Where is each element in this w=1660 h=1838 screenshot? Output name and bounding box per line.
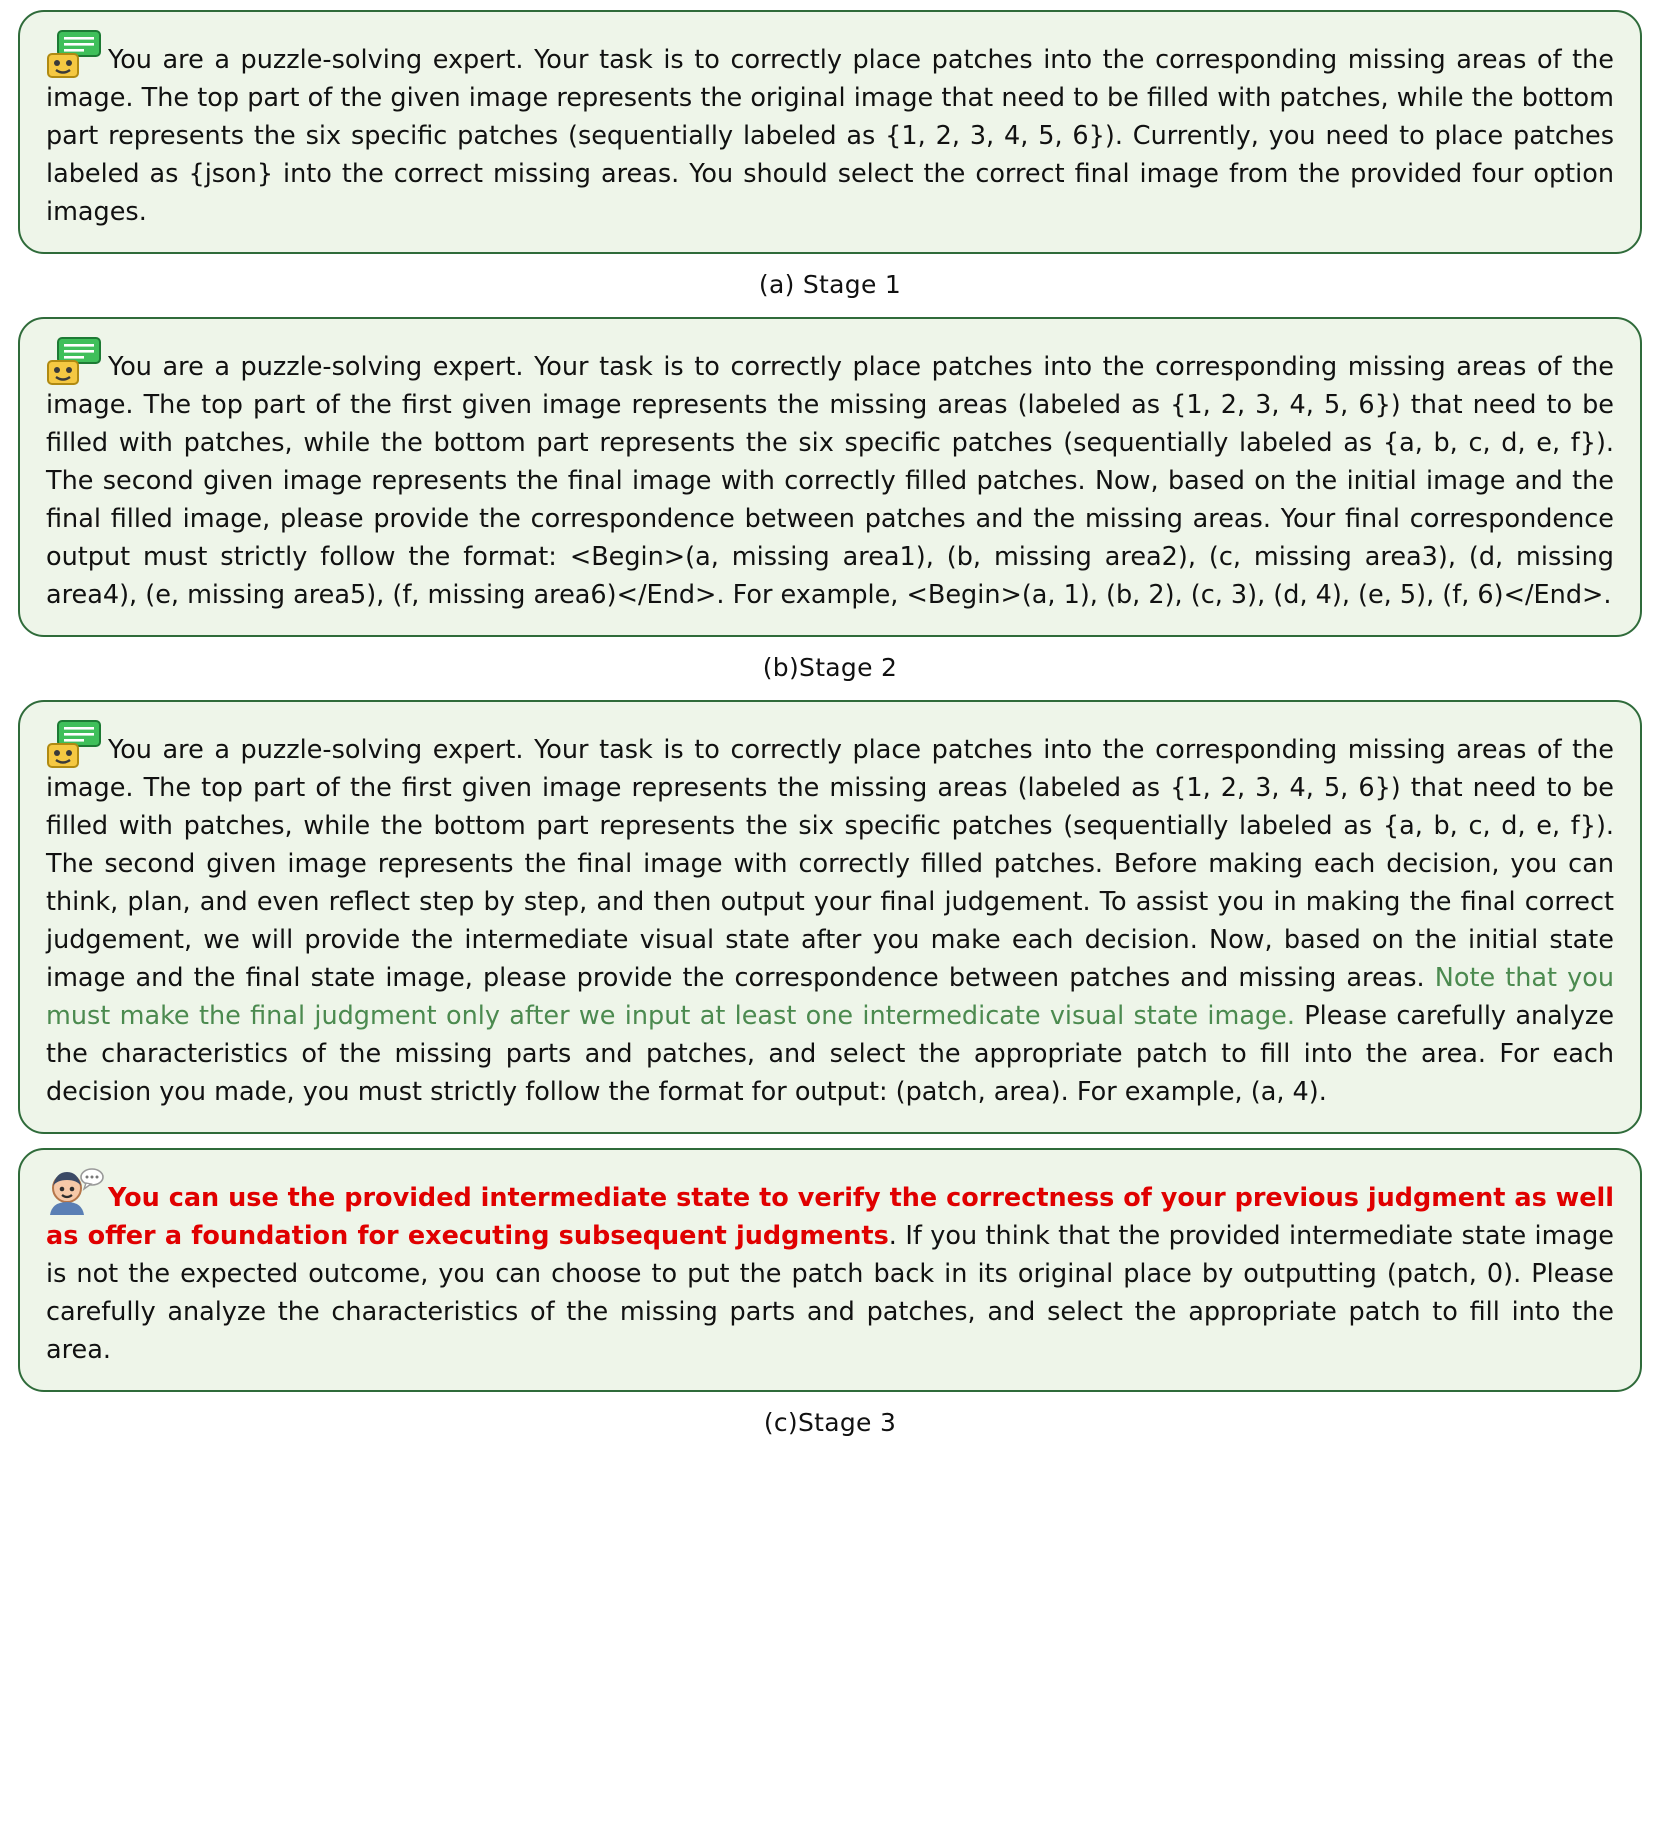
user-turn-panel (18, 1148, 1642, 1392)
stage2-text: You are a puzzle-solving expert. Your task is to correctly place patches into the corresponding missing areas of the image. The top part of the first given image represents the missing areas (labeled as {1, 2, 3, 4, 5, 6}) that need to be filled with patches, while the bottom part represents the six specific patches (sequentially labeled as {a, b, c, d, e, f}). The second given image represents the final image with correctly filled patches. Now, based on the initial image and the final filled image, please provide the correspondence between patches and the missing areas. Your final correspondence output must strictly follow the format: <Begin>(a, missing area1), (b, missing area2), (c, missing area3), (d, missing area4), (e, missing area5), (f, missing area6)</End>. For example, <Begin>(a, 1), (b, 2), (c, 3), (d, 4), (e, 5), (f, 6)</End>. (46, 351, 1614, 610)
stage1-panel (18, 10, 1642, 254)
stage3-text-part1: You are a puzzle-solving expert. Your task is to correctly place patches into the corresponding missing areas of the image. The top part of the first given image represents the missing areas (labeled as {1, 2, 3, 4, 5, 6}) that need to be filled with patches, while the bottom part represents the six specific patches (sequentially labeled as {a, b, c, d, e, f}). The second given image represents the final image with correctly filled patches. Before making each decision, you can think, plan, and even reflect step by step, and then output your final judgement. To assist you in making the final correct judgement, we will provide the intermediate visual state after you make each decision. Now, based on the initial state image and the final state image, please provide the correspondence between patches and missing areas. (46, 734, 1614, 993)
stage3-panel (18, 700, 1642, 1134)
chat-bubble-robot-icon (46, 720, 104, 768)
chat-bubble-robot-icon (46, 337, 104, 385)
stage3-text-highlight: Note that you must make the final judgment only after we input at least one intermedicate visual state image. (46, 962, 1614, 1031)
chat-bubble-robot-icon (46, 30, 104, 78)
stage1-caption: (a) Stage 1 (758, 269, 902, 299)
stage3-text-part2: Please carefully analyze the characteristics of the missing parts and patches, and select the appropriate patch to fill into the area. For each decision you made, you must strictly follow the format for output: (patch, area). For example, (a, 4). (46, 1000, 1615, 1107)
stage1-text-block (46, 30, 1614, 232)
user-avatar-icon (46, 1168, 104, 1216)
user-turn-rest: . If you think that the provided intermediate state image is not the expected outcome, you can choose to put the patch back in its original place by outputting (patch, 0). Please carefully analyze the characteristics of the missing parts and patches, and select the appropriate patch to fill into the area. (46, 1220, 1614, 1365)
user-turn-highlight: You can use the provided intermediate state to verify the correctness of your previous judgment as well as offer a foundation for executing subsequent judgments (46, 1182, 1614, 1251)
stage2-panel (18, 317, 1642, 637)
user-turn-text-block (46, 1168, 1614, 1370)
stage2-text-block (46, 337, 1614, 615)
stage3-text-block (46, 720, 1614, 1112)
stage3-caption: (c)Stage 3 (763, 1407, 897, 1437)
stage2-caption: (b)Stage 2 (762, 652, 898, 682)
stage1-text: You are a puzzle-solving expert. Your task is to correctly place patches into the corresponding missing areas of the image. The top part of the given image represents the original image that need to be filled with patches, while the bottom part represents the six specific patches (sequentially labeled as {1, 2, 3, 4, 5, 6}). Currently, you need to place patches labeled as {json} into the correct missing areas. You should select the correct final image from the provided four option images. (46, 45, 1614, 227)
